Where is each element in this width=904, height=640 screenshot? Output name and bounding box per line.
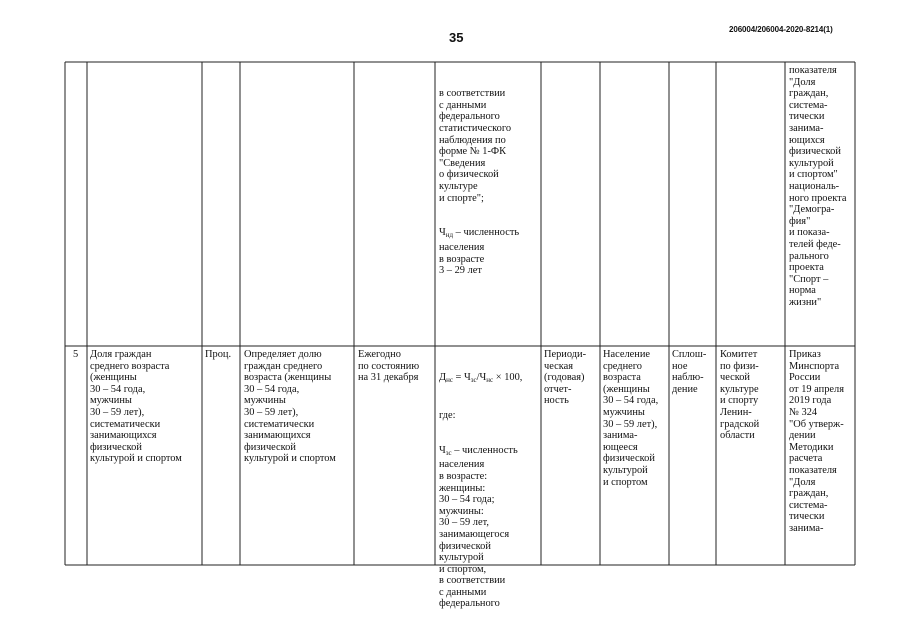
method-variable-definition — [439, 227, 519, 276]
periodicity: Ежегодно по состоянию на 31 декабря — [358, 349, 420, 384]
formula: $Д_{нс} = Ч_{зс}/Ч_{нс} \times 100$, — [439, 372, 523, 385]
observation-method: Сплош- ное наблю- дение — [672, 349, 707, 395]
page-number: 35 — [449, 30, 464, 45]
reporting-form: Периоди- ческая (годовая) отчет- ность — [544, 349, 587, 407]
method-cell — [439, 349, 522, 622]
population-scope: Население среднего возраста (женщины 30 – 54 года, мужчины 30 – 59 лет), занима- ющееся физической культурой и спортом — [603, 349, 659, 488]
unit-of-measure: Проц. — [205, 349, 232, 360]
legal-basis: Приказ Минспорта России от 19 апреля 2019 года № 324 "Об утверж- дении Методики расчета показателя "Доля граждан, система- тически занима- — [789, 349, 844, 534]
row-number: 5 — [73, 349, 79, 360]
document-code: 206004/206004-2020-8214(1) — [729, 25, 833, 34]
variable-subscript: нд — [445, 231, 454, 240]
formula-where: где: — [439, 409, 456, 421]
method-text: в соответствии с данными федерального статистического наблюдения по форме № 1-ФК "Сведения о физической культуре и спорте"; — [439, 88, 512, 204]
responsible-body: Комитет по физи- ческой культуре и спорту Ленин- градской области — [720, 349, 760, 442]
indicator-name: Доля граждан среднего возраста (женщины 30 – 54 года, мужчины 30 – 59 лет), систематически занимающихся физической культурой и спортом — [90, 349, 182, 465]
method-cell-continued — [439, 65, 519, 288]
basis-cell-continued: показателя "Доля граждан, система- тически занима- ющихся физической культурой и спортом" националь- ного проекта "Демогра- фия" и показа- телей феде- рального проекта "Спорт – норма жизни" — [789, 65, 847, 308]
variable-text: – численность населения в возрасте 3 – 29 лет — [439, 227, 520, 277]
variable-symbol: Ч — [439, 227, 446, 239]
variable-definition — [439, 445, 522, 610]
variable-text: – численность населения в возрасте: женщины: 30 – 54 года; мужчины: 30 – 59 лет, занимающегося физической культурой и спортом, в соответствии с данными федерального — [439, 444, 518, 610]
variable-symbol: Ч — [439, 444, 446, 456]
indicator-definition: Определяет долю граждан среднего возраста (женщины 30 – 54 года, мужчины 30 – 59 лет), систематически занимающихся физической культурой и спортом — [244, 349, 336, 465]
variable-subscript: зс — [445, 448, 452, 457]
